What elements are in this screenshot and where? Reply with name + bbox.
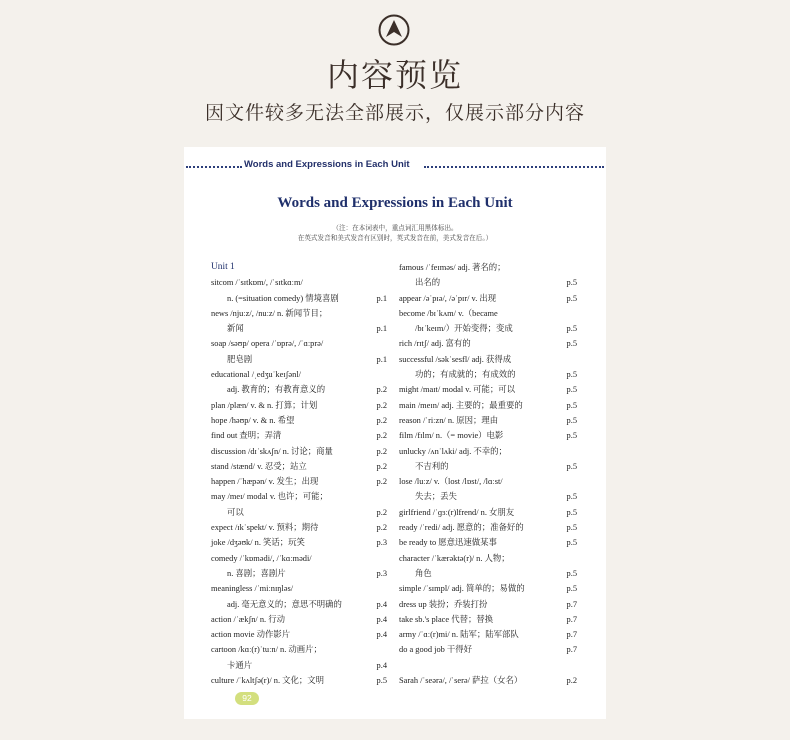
entry-text: cartoon /kɑː(r)ˈtuːn/ n. 动画片； (211, 645, 322, 655)
running-header-label: Words and Expressions in Each Unit (244, 159, 410, 170)
glossary-entry (399, 474, 577, 489)
dotted-rule-right (424, 166, 604, 168)
entry-page-ref: p.5 (376, 676, 387, 686)
glossary-entry (399, 581, 577, 596)
entry-text: soap /səʊp/ opera /ˈɒprə/, /ˈɑːprə/ (211, 339, 324, 349)
entry-page-ref: p.5 (566, 431, 577, 441)
entry-page-ref: p.7 (566, 630, 577, 640)
note-line-1: （注：在本词表中，重点词汇用黑体标出。 (332, 224, 458, 232)
entry-text: 肥皂剧 (227, 354, 253, 364)
glossary-entry (399, 444, 577, 459)
entry-page-ref: p.7 (566, 614, 577, 624)
entry-page-ref: p.5 (566, 523, 577, 533)
entry-text: character /ˈkærəktə(r)/ n. 人物； (399, 553, 510, 563)
dotted-rule-left (186, 166, 242, 168)
entry-text: may /meɪ/ modal v. 也许；可能； (211, 492, 328, 502)
entry-text: comedy /ˈkɒmədi/, /ˈkɑːmədi/ (211, 553, 312, 563)
entry-text: girlfriend /ˈɡɜː(r)lfrend/ n. 女朋友 (399, 507, 515, 517)
entry-text: successful /səkˈsesfl/ adj. 获得成 (399, 354, 512, 364)
entry-text: educational /ˌedʒuˈkeɪʃənl/ (211, 370, 301, 380)
entry-page-ref: p.5 (566, 461, 577, 471)
glossary-entry (399, 291, 577, 306)
entry-text: 角色 (415, 568, 432, 578)
entry-page-ref: p.5 (566, 538, 577, 548)
entry-text: culture /ˈkʌltʃə(r)/ n. 文化；文明 (211, 676, 325, 686)
entry-page-ref: p.5 (566, 278, 577, 288)
glossary-entry (399, 612, 577, 627)
glossary-entry (399, 658, 577, 673)
entry-page-ref: p.5 (566, 492, 577, 502)
entry-text: do a good job 干得好 (399, 645, 473, 655)
glossary-entry (211, 566, 387, 581)
entry-page-ref: p.5 (566, 324, 577, 334)
entry-text: n. (=situation comedy) 情境喜剧 (227, 293, 339, 303)
entry-page-ref: p.5 (566, 584, 577, 594)
section-title: 内容预览 (326, 56, 463, 94)
entry-page-ref: p.2 (376, 477, 387, 487)
glossary-entry (211, 474, 387, 489)
entry-page-ref: p.4 (376, 660, 387, 670)
glossary-entry (399, 489, 577, 504)
glossary-entry (399, 413, 577, 428)
entry-page-ref: p.2 (376, 415, 387, 425)
entry-page-ref: p.4 (376, 630, 387, 640)
running-header (184, 159, 606, 173)
document-title: Words and Expressions in Each Unit (277, 195, 513, 211)
entry-page-ref: p.2 (566, 676, 577, 686)
unit-heading (211, 260, 387, 275)
glossary-entry (399, 321, 577, 336)
entry-page-ref: p.5 (566, 400, 577, 410)
entry-text: n. 喜剧；喜剧片 (227, 568, 286, 578)
entry-text: Unit 1 (211, 262, 235, 272)
glossary-entry (399, 306, 577, 321)
document-page (184, 147, 606, 719)
entry-page-ref: p.5 (566, 385, 577, 395)
entry-text: film /fɪlm/ n.（= movie）电影 (399, 431, 504, 441)
entry-text: 失去；丢失 (415, 492, 457, 502)
entry-text: ready /ˈredi/ adj. 愿意的；准备好的 (399, 523, 524, 533)
entry-page-ref: p.2 (376, 431, 387, 441)
entry-text: expect /ɪkˈspekt/ v. 预料；期待 (211, 523, 319, 533)
entry-page-ref: p.5 (566, 415, 577, 425)
entry-text: be ready to 愿意迅速做某事 (399, 538, 497, 548)
entry-text: might /maɪt/ modal v. 可能；可以 (399, 385, 516, 395)
glossary-entry (211, 413, 387, 428)
note-line-2: 在英式发音和美式发音有区别时，英式发音在前，美式发音在后。） (297, 234, 493, 242)
glossary-entry (211, 275, 387, 290)
entry-text: action /ˈækʃn/ n. 行动 (211, 614, 285, 624)
entry-text: simple /ˈsɪmpl/ adj. 简单的；易做的 (399, 584, 525, 594)
glossary-entry (211, 382, 387, 397)
page-number-badge: 92 (235, 692, 259, 705)
entry-text: adj. 毫无意义的；意思不明确的 (227, 599, 342, 609)
entry-text: plan /plæn/ v. & n. 打算；计划 (211, 400, 318, 410)
entry-page-ref: p.7 (566, 599, 577, 609)
glossary-right-column (399, 260, 577, 688)
entry-text: army /ˈɑː(r)mi/ n. 陆军；陆军部队 (399, 630, 519, 640)
glossary-entry (211, 658, 387, 673)
glossary-entry (399, 275, 577, 290)
entry-text: joke /dʒəʊk/ n. 笑话；玩笑 (211, 538, 305, 548)
entry-text: 不吉利的 (415, 461, 449, 471)
glossary-entry (399, 382, 577, 397)
entry-page-ref: p.7 (566, 645, 577, 655)
entry-text: 新闻 (227, 324, 244, 334)
entry-text: become /bɪˈkʌm/ v.（became (399, 308, 498, 318)
glossary-entry (399, 367, 577, 382)
entry-text: Sarah /ˈseərə/, /ˈserə/ 萨拉（女名） (399, 676, 523, 686)
entry-text: 可以 (227, 507, 244, 517)
compass-logo-icon (378, 14, 410, 46)
glossary-entry (399, 260, 577, 275)
glossary-entry (211, 291, 387, 306)
glossary-entry (211, 336, 387, 351)
glossary-entry (211, 673, 387, 688)
entry-text: dress up 装扮；乔装打扮 (399, 599, 488, 609)
entry-text: action movie 动作影片 (211, 630, 291, 640)
glossary-entry (211, 459, 387, 474)
glossary-entry (211, 505, 387, 520)
glossary-entry (211, 551, 387, 566)
glossary-entry (211, 597, 387, 612)
entry-text: adj. 教育的；有教育意义的 (227, 385, 326, 395)
entry-page-ref: p.1 (376, 354, 387, 364)
entry-text: reason /ˈriːzn/ n. 原因；理由 (399, 415, 499, 425)
glossary-entry (399, 428, 577, 443)
entry-text: unlucky /ʌnˈlʌki/ adj. 不幸的； (399, 446, 507, 456)
glossary-entry (399, 551, 577, 566)
glossary-entry (399, 627, 577, 642)
entry-page-ref: p.3 (376, 538, 387, 548)
entry-page-ref: p.2 (376, 461, 387, 471)
entry-text: appear /əˈpɪə/, /əˈpɪr/ v. 出现 (399, 293, 497, 303)
glossary-entry (399, 505, 577, 520)
entry-text: lose /luːz/ v.（lost /lɒst/, /lɑːst/ (399, 477, 503, 487)
glossary-entry (211, 428, 387, 443)
entry-text: main /meɪn/ adj. 主要的；最重要的 (399, 400, 523, 410)
entry-text: sitcom /ˈsɪtkɒm/, /ˈsɪtkɑːm/ (211, 278, 303, 288)
entry-page-ref: p.4 (376, 599, 387, 609)
entry-page-ref: p.2 (376, 446, 387, 456)
glossary-entry (399, 336, 577, 351)
entry-page-ref: p.2 (376, 523, 387, 533)
section-subtitle: 因文件较多无法全部展示，仅展示部分内容 (204, 102, 585, 124)
entry-page-ref: p.5 (566, 339, 577, 349)
glossary-entry (399, 642, 577, 657)
entry-page-ref: p.2 (376, 507, 387, 517)
entry-text: stand /stænd/ v. 忍受；站立 (211, 461, 307, 471)
entry-text: happen /ˈhæpən/ v. 发生；出现 (211, 477, 319, 487)
entry-text: rich /rɪtʃ/ adj. 富有的 (399, 339, 471, 349)
glossary-entry (211, 535, 387, 550)
entry-page-ref: p.5 (566, 293, 577, 303)
glossary-entry (211, 489, 387, 504)
glossary-entry (211, 642, 387, 657)
glossary-entry (399, 352, 577, 367)
glossary-entry (211, 398, 387, 413)
entry-text: hope /həʊp/ v. & n. 希望 (211, 415, 295, 425)
glossary-entry (211, 520, 387, 535)
entry-page-ref: p.5 (566, 507, 577, 517)
glossary-entry (211, 581, 387, 596)
entry-text: famous /ˈfeɪməs/ adj. 著名的； (399, 263, 506, 272)
entry-page-ref: p.3 (376, 568, 387, 578)
glossary-entry (399, 535, 577, 550)
glossary-entry (211, 352, 387, 367)
glossary-entry (399, 459, 577, 474)
glossary-entry (211, 306, 387, 321)
glossary-entry (211, 612, 387, 627)
glossary-entry (399, 398, 577, 413)
entry-page-ref: p.1 (376, 293, 387, 303)
entry-text: find out 查明；弄清 (211, 431, 282, 441)
entry-text: /bɪˈkeɪm/）开始变得；变成 (415, 324, 513, 334)
entry-text: discussion /dɪˈskʌʃn/ n. 讨论；商量 (211, 446, 333, 456)
glossary-entry (399, 520, 577, 535)
entry-text: meaningless /ˈmiːnɪŋləs/ (211, 584, 294, 594)
glossary-entry (211, 627, 387, 642)
entry-page-ref: p.1 (376, 324, 387, 334)
entry-text: 出名的 (415, 278, 441, 288)
entry-page-ref: p.5 (566, 370, 577, 380)
entry-text: 卡通片 (227, 660, 253, 670)
entry-text: 功的；有成就的；有成效的 (415, 370, 516, 380)
glossary-entry (399, 566, 577, 581)
entry-text: news /njuːz/, /nuːz/ n. 新闻节目； (211, 308, 328, 318)
entry-text: take sb.'s place 代替；替换 (399, 614, 494, 624)
glossary-entry (211, 444, 387, 459)
entry-page-ref: p.4 (376, 614, 387, 624)
entry-page-ref: p.2 (376, 385, 387, 395)
glossary-entry (211, 367, 387, 382)
entry-page-ref: p.2 (376, 400, 387, 410)
glossary-entry (399, 597, 577, 612)
glossary-entry (211, 321, 387, 336)
entry-page-ref: p.5 (566, 568, 577, 578)
glossary-entry (399, 673, 577, 688)
glossary-left-column (211, 260, 387, 688)
